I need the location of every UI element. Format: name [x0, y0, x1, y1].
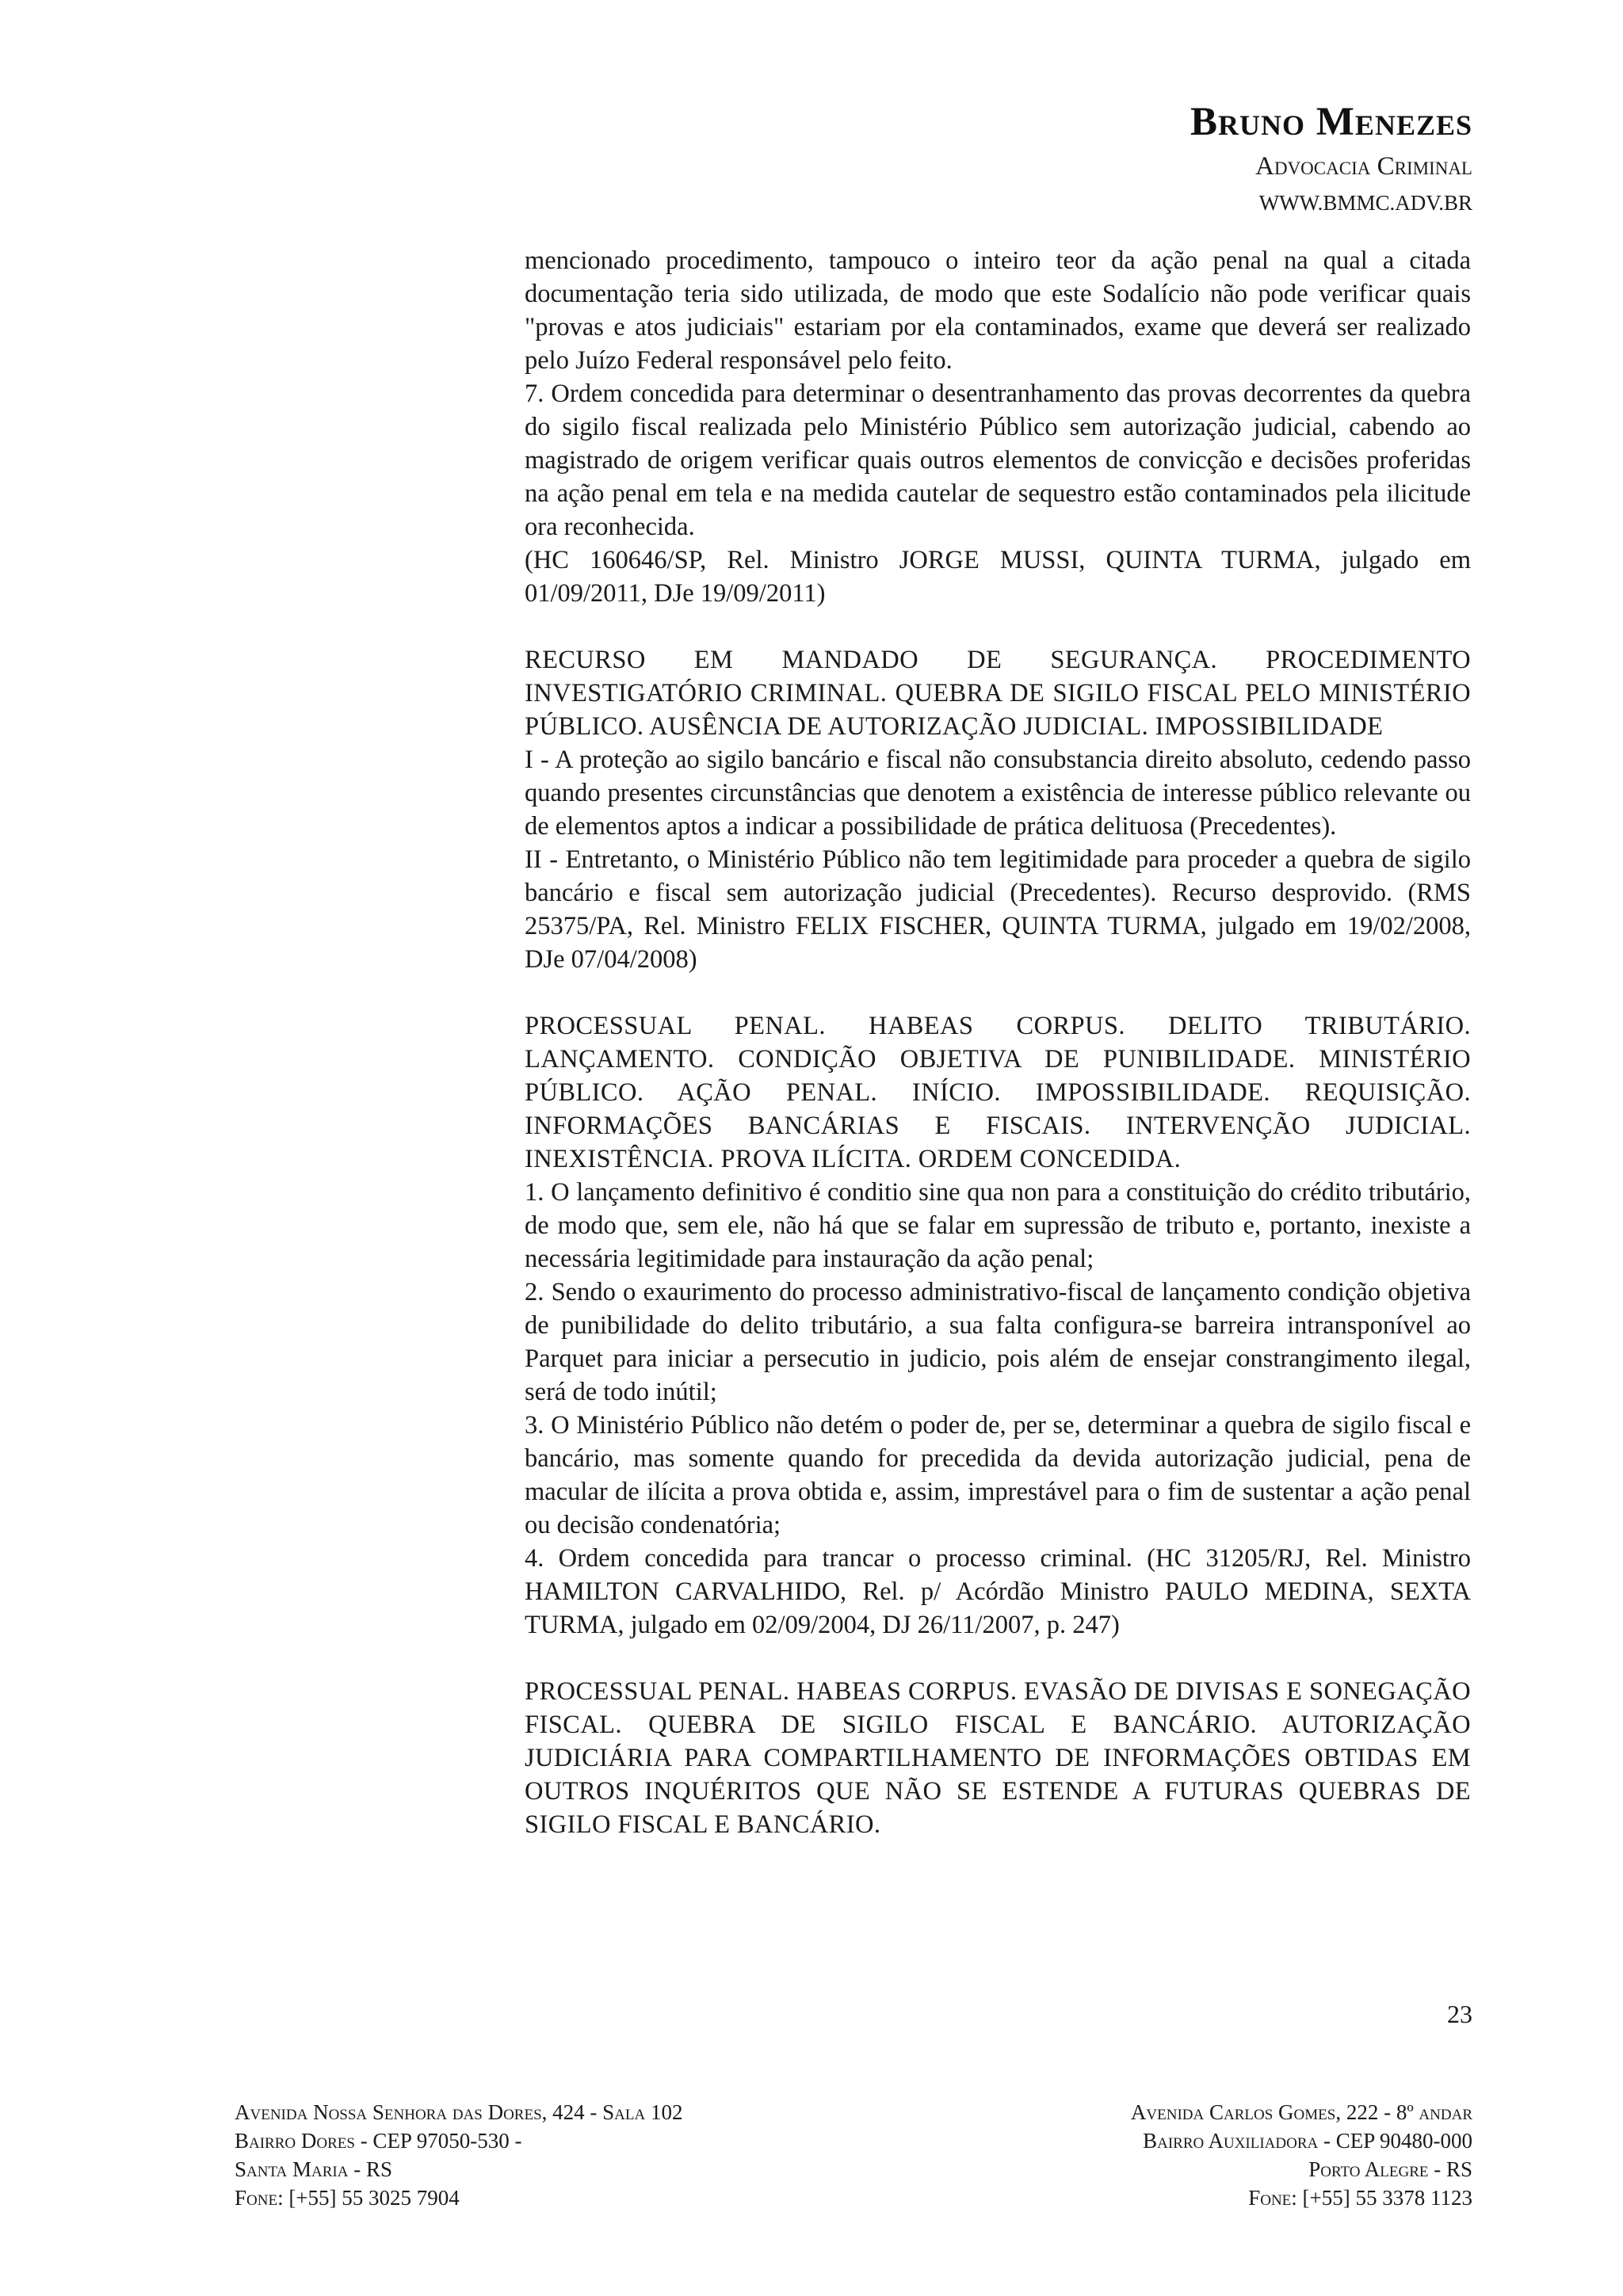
footer-left-district: Bairro Dores - CEP 97050-530 - — [235, 2129, 522, 2153]
paragraph-item-7: 7. Ordem concedida para determinar o desentranhamento das provas decorrentes da quebra do sigilo fiscal realizada pelo Ministério Público sem autorização judicial, cabendo ao magistrado de origem verificar quais outros elementos de convicção e decisões proferidas na ação penal em tela e na medida cautelar de sequestro estão contaminados pela ilicitude ora reconhecida. — [525, 379, 1471, 541]
footer-right-district: Bairro Auxiliadora - CEP 90480-000 — [1143, 2129, 1472, 2153]
ementa-heading-rms: RECURSO EM MANDADO DE SEGURANÇA. PROCEDIMENTO INVESTIGATÓRIO CRIMINAL. QUEBRA DE SIGILO FISCAL PELO MINISTÉRIO PÚBLICO. AUSÊNCIA DE AUTORIZAÇÃO JUDICIAL. IMPOSSIBILIDADE — [525, 646, 1471, 741]
paragraph-continuation: mencionado procedimento, tampouco o inteiro teor da ação penal na qual a citada documentação teria sido utilizada, de modo que este Sodalício não pode verificar quais "provas e atos judiciais" estariam por ela contaminados, exame que deverá ser realizado pelo Juízo Federal responsável pelo feito. — [525, 246, 1471, 375]
firm-subtitle: Advocacia Criminal — [1255, 152, 1472, 181]
paragraph-item-4: 4. Ordem concedida para trancar o processo criminal. (HC 31205/RJ, Rel. Ministro HAMILTON CARVALHIDO, Rel. p/ Acórdão Ministro PAULO MEDINA, SEXTA TURMA, julgado em 02/09/2004, DJ 26/11/2007, p. 247) — [525, 1544, 1471, 1639]
firm-name: Bruno Menezes — [1190, 100, 1472, 144]
paragraph-item-3: 3. O Ministério Público não detém o poder de, per se, determinar a quebra de sigilo fiscal e bancário, mas somente quando for precedida da devida autorização judicial, pena de macular de ilícita a prova obtida e, assim, imprestável para o fim de sustentar a ação penal ou decisão condenatória; — [525, 1411, 1471, 1539]
footer-address-porto-alegre — [1131, 2098, 1472, 2212]
firm-website: WWW.BMMC.ADV.BR — [1258, 191, 1472, 215]
ementa-heading-evasao: PROCESSUAL PENAL. HABEAS CORPUS. EVASÃO DE DIVISAS E SONEGAÇÃO FISCAL. QUEBRA DE SIGILO FISCAL E BANCÁRIO. AUTORIZAÇÃO JUDICIÁRIA PARA COMPARTILHAMENTO DE INFORMAÇÕES OBTIDAS EM OUTROS INQUÉRITOS QUE NÃO SE ESTENDE A FUTURAS QUEBRAS DE SIGILO FISCAL E BANCÁRIO. — [525, 1677, 1471, 1839]
footer-left-phone: Fone: [+55] 55 3025 7904 — [235, 2186, 460, 2210]
page-number: 23 — [1447, 2000, 1472, 2028]
paragraph-item-2: 2. Sendo o exaurimento do processo administrativo-fiscal de lançamento condição objetiva de punibilidade do delito tributário, a sua falta configura-se barreira intransponível ao Parquet para iniciar a persecutio in judicio, pois além de ensejar constrangimento ilegal, será de todo inútil; — [525, 1278, 1471, 1406]
document-body — [525, 244, 1471, 1841]
footer-address-santa-maria — [235, 2098, 682, 2212]
ementa-heading-hc-31205: PROCESSUAL PENAL. HABEAS CORPUS. DELITO TRIBUTÁRIO. LANÇAMENTO. CONDIÇÃO OBJETIVA DE PUNIBILIDADE. MINISTÉRIO PÚBLICO. AÇÃO PENAL. INÍCIO. IMPOSSIBILIDADE. REQUISIÇÃO. INFORMAÇÕES BANCÁRIAS E FISCAIS. INTERVENÇÃO JUDICIAL. INEXISTÊNCIA. PROVA ILÍCITA. ORDEM CONCEDIDA. — [525, 1012, 1471, 1173]
footer-right-street: Avenida Carlos Gomes, 222 - 8º andar — [1130, 2100, 1472, 2124]
footer-left-street: Avenida Nossa Senhora das Dores, 424 - Sala 102 — [235, 2100, 683, 2124]
footer-right-phone: Fone: [+55] 55 3378 1123 — [1248, 2186, 1472, 2210]
footer-right-city: Porto Alegre - RS — [1308, 2157, 1472, 2181]
letterhead — [1190, 98, 1472, 219]
paragraph-item-i: I - A proteção ao sigilo bancário e fiscal não consubstancia direito absoluto, cedendo passo quando presentes circunstâncias que denotem a existência de interesse público relevante ou de elementos aptos a indicar a possibilidade de prática delituosa (Precedentes). — [525, 746, 1471, 841]
citation-hc-160646: (HC 160646/SP, Rel. Ministro JORGE MUSSI, QUINTA TURMA, julgado em 01/09/2011, DJe 19/09/2011) — [525, 546, 1471, 608]
paragraph-item-1: 1. O lançamento definitivo é conditio sine qua non para a constituição do crédito tributário, de modo que, sem ele, não há que se falar em supressão de tributo e, portanto, inexiste a necessária legitimidade para instauração da ação penal; — [525, 1178, 1471, 1273]
paragraph-item-ii: II - Entretanto, o Ministério Público não tem legitimidade para proceder a quebra de sigilo bancário e fiscal sem autorização judicial (Precedentes). Recurso desprovido. (RMS 25375/PA, Rel. Ministro FELIX FISCHER, QUINTA TURMA, julgado em 19/02/2008, DJe 07/04/2008) — [525, 845, 1471, 974]
footer-left-city: Santa Maria - RS — [235, 2157, 392, 2181]
